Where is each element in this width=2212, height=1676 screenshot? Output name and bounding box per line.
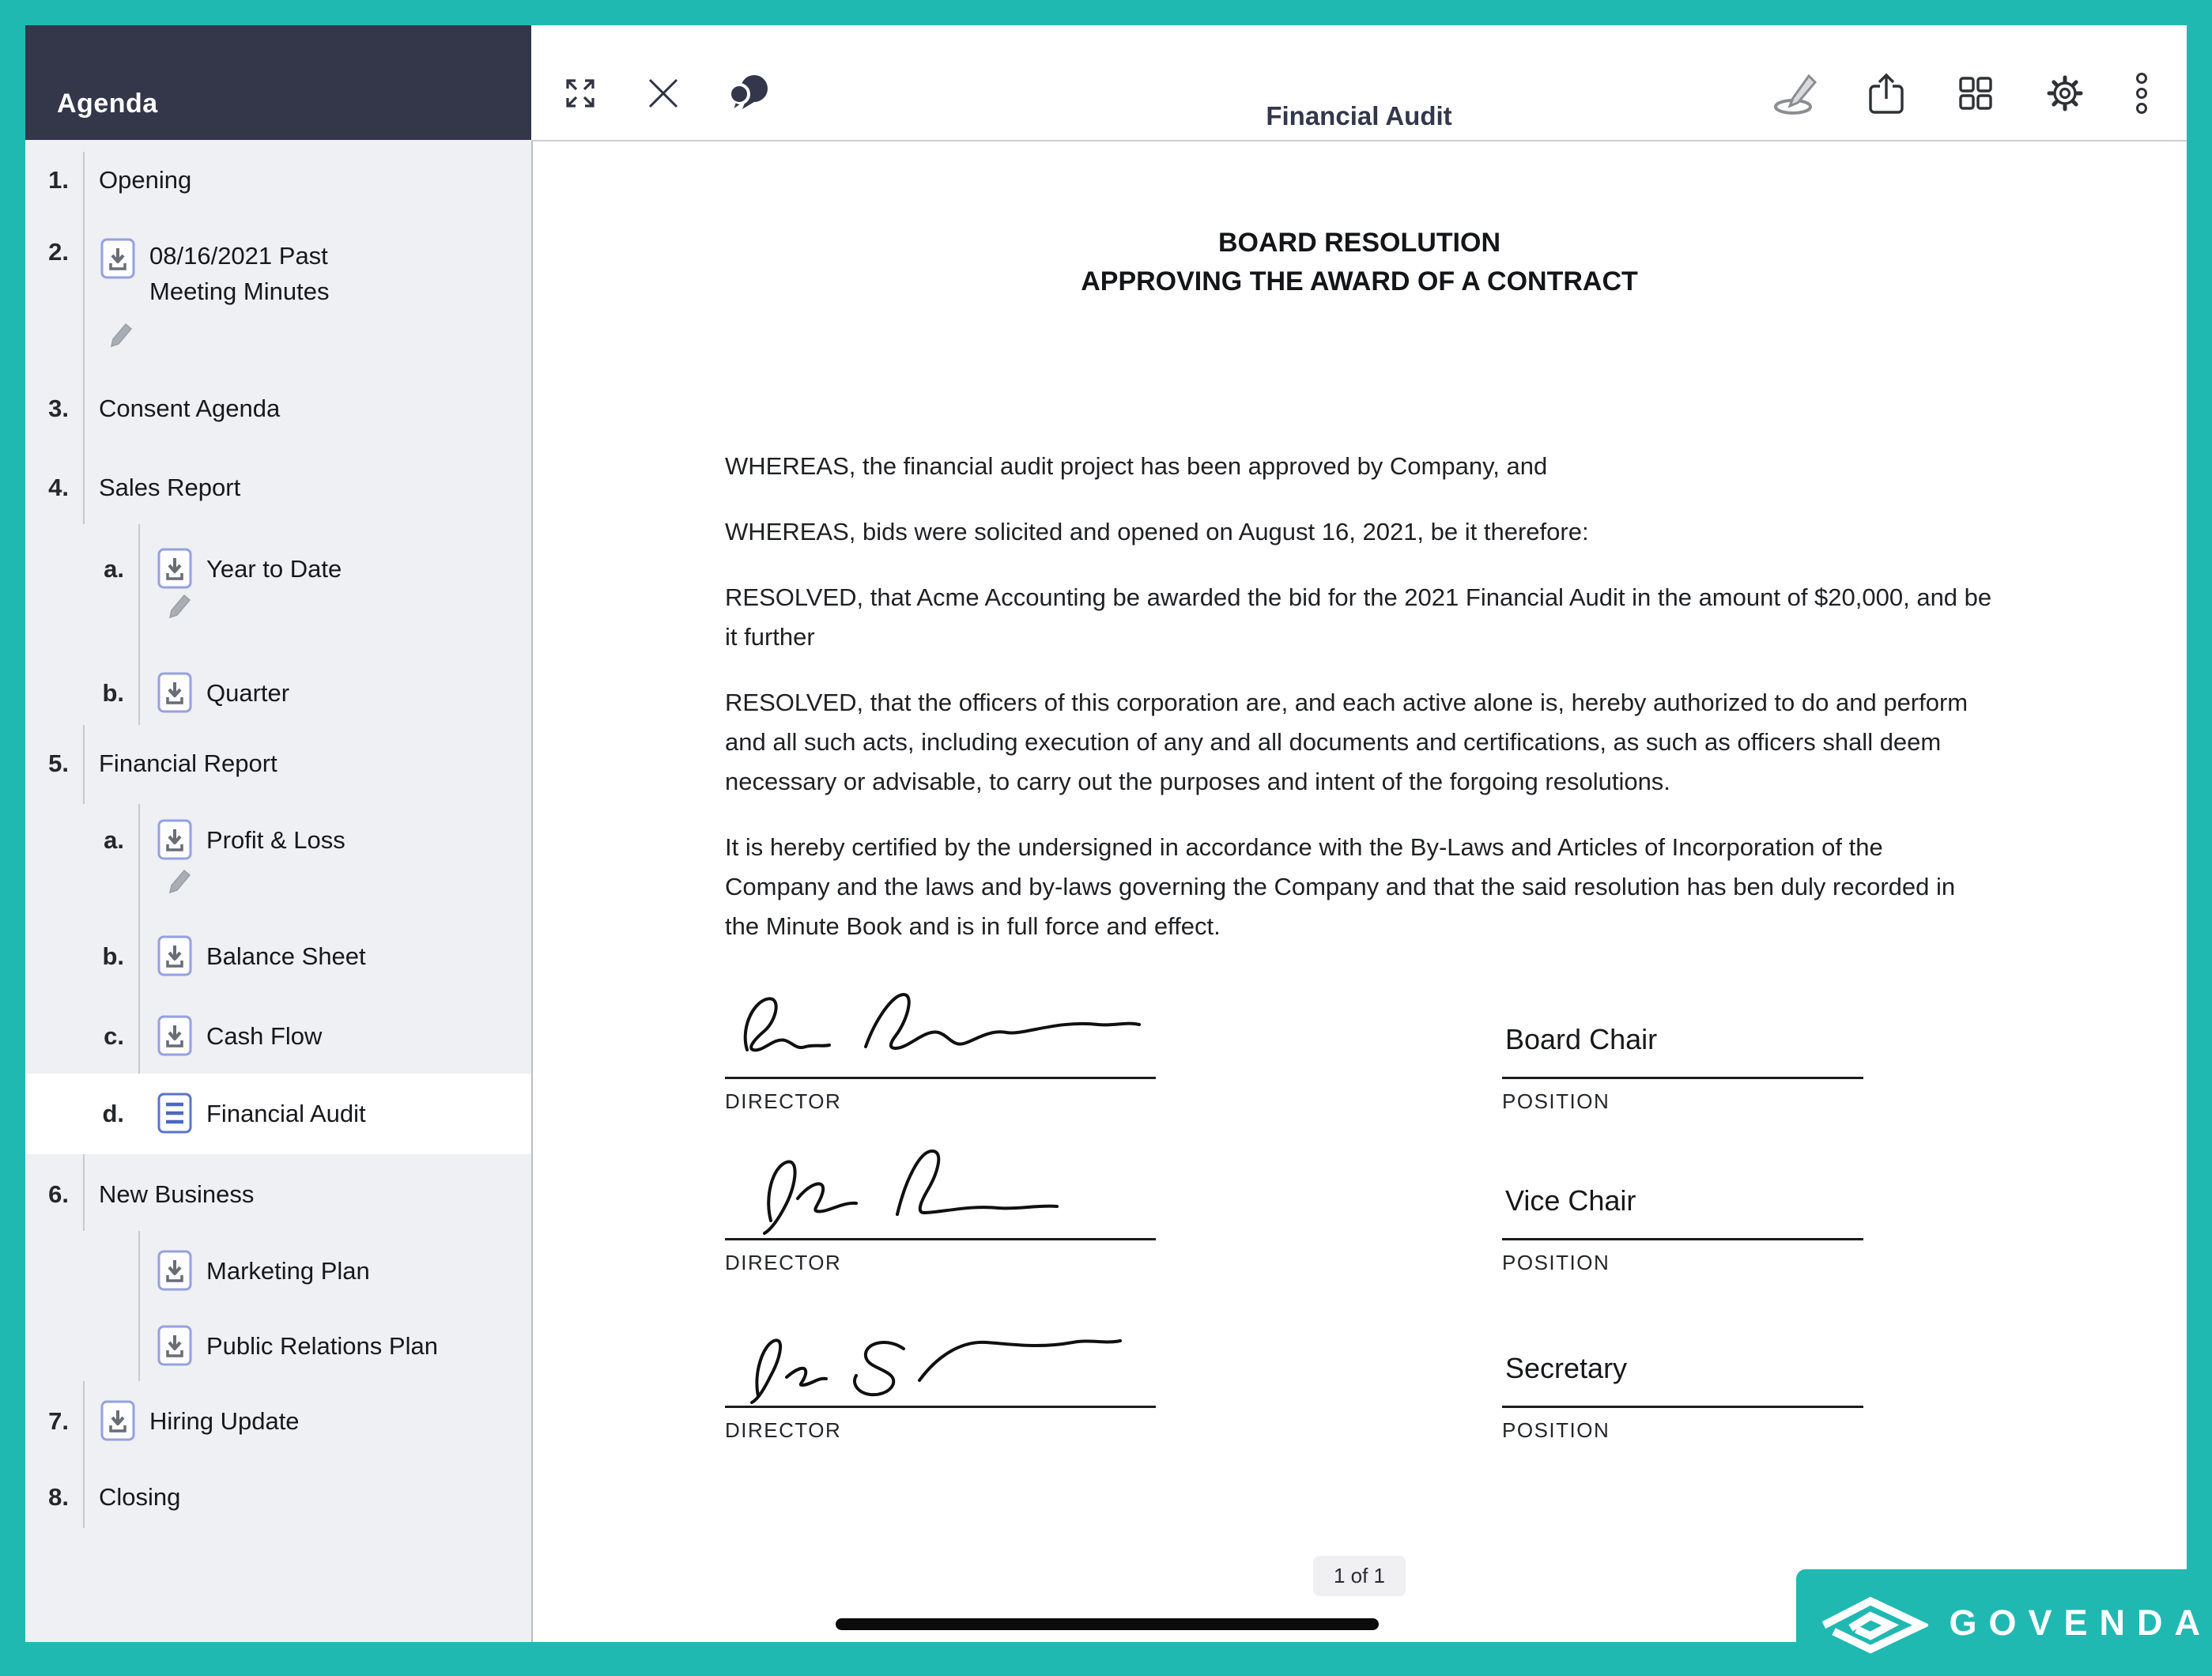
item-number: 4. <box>48 474 69 501</box>
edit-pencil-icon[interactable] <box>108 318 136 348</box>
more-kebab-icon[interactable] <box>2133 71 2150 115</box>
paragraph: RESOLVED, that Acme Accounting be awarded the bid for the 2021 Financial Audit in the amount of $20,000, and be it further <box>725 583 1992 651</box>
agenda-item-profit-loss[interactable] <box>25 817 531 864</box>
agenda-item-public-relations-plan[interactable] <box>25 1323 531 1370</box>
item-number: 1. <box>48 166 69 194</box>
agenda-item-sales-report[interactable] <box>25 464 531 511</box>
item-label: Consent Agenda <box>99 394 281 422</box>
item-letter: b. <box>102 942 124 970</box>
position-line <box>1502 1238 1863 1240</box>
toolbar-right-group <box>1771 49 2150 138</box>
document-download-icon <box>157 672 192 715</box>
item-label: Financial Audit <box>206 1100 366 1127</box>
signature-line <box>725 1238 1156 1240</box>
position-label: POSITION <box>1502 1089 1610 1113</box>
settings-gear-icon[interactable] <box>2043 71 2087 115</box>
signature-role-label: DIRECTOR <box>725 1251 842 1274</box>
agenda-item-past-meeting-minutes[interactable] <box>25 238 531 309</box>
signature-line <box>725 1077 1156 1079</box>
position-block <box>1502 974 1863 1132</box>
horizontal-scrollbar[interactable] <box>836 1618 1379 1630</box>
item-label: Financial Report <box>99 749 277 777</box>
agenda-item-hiring-update[interactable] <box>25 1398 531 1445</box>
agenda-sidebar <box>25 25 531 1642</box>
edit-pencil-icon[interactable] <box>166 864 194 894</box>
item-label: Quarter <box>206 679 290 707</box>
agenda-item-financial-report[interactable] <box>25 740 531 787</box>
item-label: Year to Date <box>206 555 342 583</box>
heading-line-1: BOARD RESOLUTION <box>1218 228 1500 258</box>
position-block <box>1502 1135 1863 1293</box>
position-label: POSITION <box>1502 1251 1610 1274</box>
edit-pencil-icon[interactable] <box>166 589 194 619</box>
signature-line <box>725 1406 1156 1408</box>
position-line <box>1502 1406 1863 1408</box>
position-value: Board Chair <box>1505 1023 1658 1055</box>
document-download-icon <box>100 1400 135 1443</box>
handwritten-signature <box>725 1303 1168 1404</box>
brand-panel <box>1796 1569 2212 1676</box>
agenda-item-year-to-date[interactable] <box>25 545 531 593</box>
position-block <box>1502 1303 1863 1461</box>
item-number: 6. <box>48 1180 69 1208</box>
document-download-icon <box>157 819 192 862</box>
document-toolbar <box>531 25 2187 142</box>
agenda-item-marketing-plan[interactable] <box>25 1248 531 1295</box>
agenda-list <box>25 140 531 1642</box>
item-label: Public Relations Plan <box>206 1332 438 1360</box>
position-value: Secretary <box>1505 1352 1628 1384</box>
document-download-icon <box>157 1015 192 1058</box>
agenda-item-consent-agenda[interactable] <box>25 385 531 432</box>
item-letter: a. <box>104 826 124 854</box>
agenda-header <box>25 25 531 140</box>
agenda-item-quarter[interactable] <box>25 670 531 717</box>
signature-role-label: DIRECTOR <box>725 1418 842 1442</box>
govenda-wordmark: GOVENDA <box>1949 1602 2212 1643</box>
position-label: POSITION <box>1502 1418 1610 1442</box>
document-download-icon <box>157 548 192 591</box>
position-value: Vice Chair <box>1505 1184 1636 1217</box>
item-letter: c. <box>104 1022 124 1050</box>
agenda-item-opening[interactable] <box>25 157 531 204</box>
signature-row <box>725 974 1994 1132</box>
heading-line-2: APPROVING THE AWARD OF A CONTRACT <box>1081 266 1638 296</box>
item-label: Profit & Loss <box>206 826 345 854</box>
document-download-icon <box>157 935 192 978</box>
handwritten-signature <box>725 1135 1168 1236</box>
document-viewer[interactable] <box>531 142 2187 1642</box>
paragraph: WHEREAS, the financial audit project has been approved by Company, and <box>725 452 1548 480</box>
item-label: Balance Sheet <box>206 942 366 970</box>
item-letter: d. <box>102 1100 124 1127</box>
position-line <box>1502 1077 1863 1079</box>
agenda-title: Agenda <box>57 89 158 119</box>
item-letter: b. <box>102 679 124 707</box>
item-label: Marketing Plan <box>206 1257 370 1285</box>
page-indicator-text: 1 of 1 <box>1313 1556 1406 1596</box>
item-label: Cash Flow <box>206 1022 323 1050</box>
signature-row <box>725 1303 1994 1461</box>
document-lines-icon <box>157 1093 192 1135</box>
item-number: 3. <box>48 394 69 422</box>
handwritten-signature <box>725 974 1168 1075</box>
signature-role-label: DIRECTOR <box>725 1089 842 1113</box>
item-label: 08/16/2021 Past Meeting Minutes <box>149 242 330 305</box>
item-number: 7. <box>48 1407 69 1435</box>
agenda-item-financial-audit-selected[interactable] <box>25 1074 531 1154</box>
grid-icon[interactable] <box>1954 72 1997 115</box>
signature-row <box>725 1135 1994 1293</box>
agenda-item-balance-sheet[interactable] <box>25 933 531 980</box>
signature-block <box>725 974 1156 1132</box>
item-label: Closing <box>99 1483 181 1511</box>
item-label: Hiring Update <box>149 1407 300 1435</box>
signature-block <box>725 1303 1156 1461</box>
signature-pen-icon[interactable] <box>1771 71 1818 115</box>
paragraph: WHEREAS, bids were solicited and opened on August 16, 2021, be it therefore: <box>725 518 1589 545</box>
item-number: 8. <box>48 1483 69 1511</box>
item-letter: a. <box>104 555 124 583</box>
document-body <box>725 447 1994 972</box>
agenda-item-cash-flow[interactable] <box>25 1013 531 1060</box>
item-number: 2. <box>48 238 69 266</box>
item-label: Sales Report <box>99 474 241 501</box>
share-icon[interactable] <box>1864 70 1908 116</box>
item-label: New Business <box>99 1180 255 1208</box>
document-title: Financial Audit <box>1266 101 1452 130</box>
document-download-icon <box>157 1325 192 1368</box>
signature-block <box>725 1135 1156 1293</box>
agenda-item-closing[interactable] <box>25 1474 531 1521</box>
document-heading <box>725 224 1994 301</box>
document-download-icon <box>157 1250 192 1293</box>
item-label: Opening <box>99 166 192 194</box>
item-number: 5. <box>48 749 69 777</box>
app-window <box>25 25 2187 1642</box>
govenda-logo-icon <box>1817 1588 1928 1658</box>
document-download-icon <box>100 238 135 281</box>
paragraph: It is hereby certified by the undersigned in accordance with the By-Laws and Articles of Incorporation of the Company and the laws and by-laws governing the Company and that the said resolution has ben duly recorded in the Minute Book and is in full force and effect. <box>725 833 1956 940</box>
agenda-item-new-business[interactable] <box>25 1171 531 1218</box>
paragraph: RESOLVED, that the officers of this corporation are, and each active alone is, hereby authorized to do and perform and all such acts, including execution of any and all documents and certifications, as such as officers shall deem necessary or advisable, to carry out the purposes and intent of the forgoing resolutions. <box>725 689 1969 795</box>
